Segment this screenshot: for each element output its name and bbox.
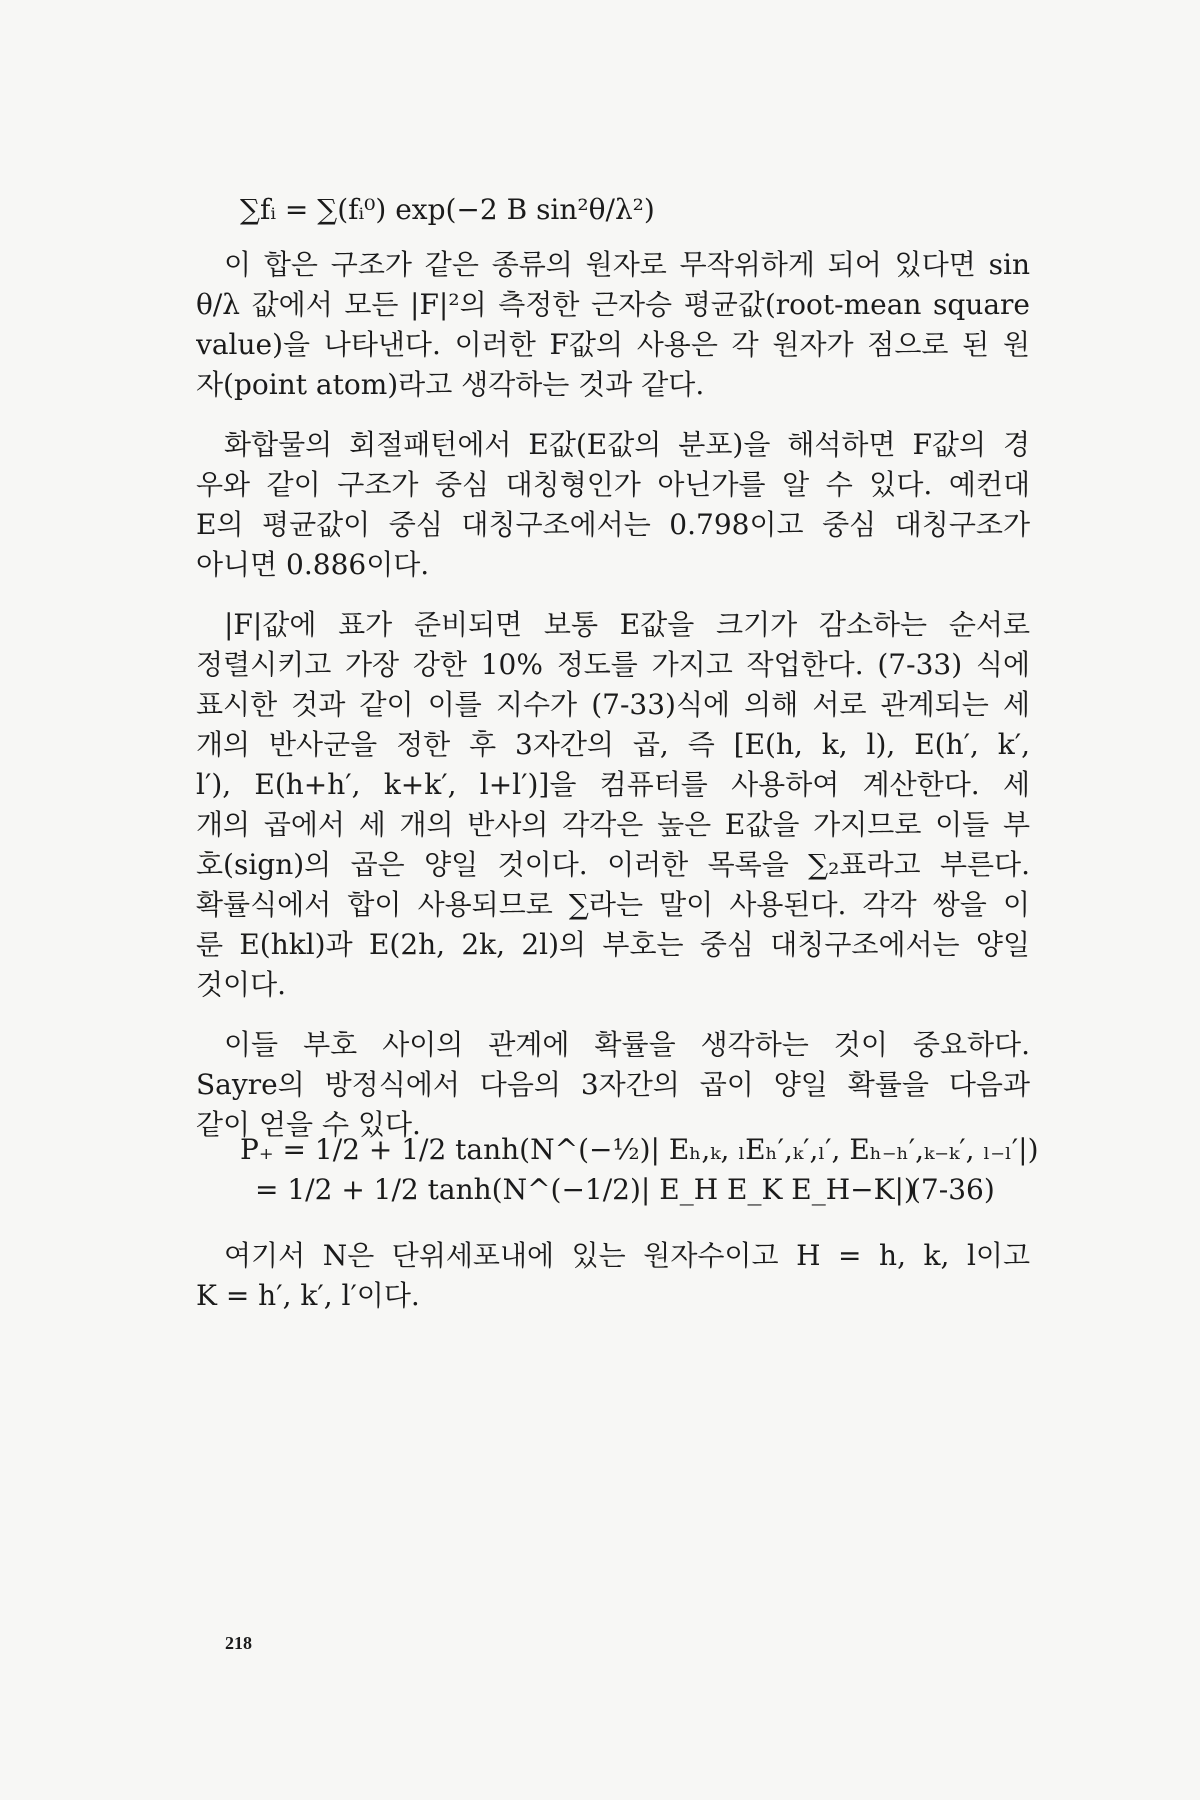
para-e-distribution-line: 화합물의 회절패턴에서 E값(E값의 분포)을 해석하면 F값의 경 — [224, 428, 1030, 461]
final-paragraph-line: 여기서 N은 단위세포내에 있는 원자수이고 H = h, k, l이고 — [224, 1239, 1030, 1272]
para-sigma2-list-line: 룬 E(hkl)과 E(2h, 2k, 2l)의 부호는 중심 대칭구조에서는 양일 — [196, 928, 1030, 961]
para-sigma2-list-line: 표시한 것과 같이 이를 지수가 (7-33)식에 의해 서로 관계되는 세 — [196, 688, 1030, 721]
para-sigma2-list-line: 호(sign)의 곱은 양일 것이다. 이러한 목록을 ∑₂표라고 부른다. — [196, 848, 1030, 881]
equation-p-plus-line2: = 1/2 + 1/2 tanh(N^(−1/2)| E_H E_K E_H−K|) — [255, 1173, 915, 1206]
equation-sum-f: ∑fᵢ = ∑(fᵢ⁰) exp(−2 B sin²θ/λ²) — [240, 193, 655, 226]
para-e-distribution-line: 우와 같이 구조가 중심 대칭형인가 아닌가를 알 수 있다. 예컨대 — [196, 468, 1030, 501]
para-sigma2-list-line: 확률식에서 합이 사용되므로 ∑라는 말이 사용된다. 각각 쌍을 이 — [196, 888, 1030, 921]
para-sigma2-list-line: 것이다. — [196, 968, 287, 1001]
para-root-mean-square-line: value)을 나타낸다. 이러한 F값의 사용은 각 원자가 점으로 된 원 — [196, 328, 1030, 361]
para-sigma2-list-line: |F|값에 표가 준비되면 보통 E값을 크기가 감소하는 순서로 — [224, 608, 1030, 641]
para-e-distribution-line: E의 평균값이 중심 대칭구조에서는 0.798이고 중심 대칭구조가 — [196, 508, 1030, 541]
para-sayre-line: Sayre의 방정식에서 다음의 3자간의 곱이 양일 확률을 다음과 — [196, 1068, 1030, 1101]
para-sigma2-list-line: 정렬시키고 가장 강한 10% 정도를 가지고 작업한다. (7-33) 식에 — [196, 648, 1030, 681]
para-sayre-line: 같이 얻을 수 있다. — [196, 1108, 421, 1141]
para-sayre-line: 이들 부호 사이의 관계에 확률을 생각하는 것이 중요하다. — [224, 1028, 1030, 1061]
page-number: 218 — [225, 1633, 252, 1653]
equation-p-plus-line1: P₊ = 1/2 + 1/2 tanh(N^(−½)| Eₕ,ₖ, ₗEₕ′,ₖ′,ₗ′, Eₕ₋ₕ′,ₖ₋ₖ′, ₗ₋ₗ′|) — [240, 1133, 1039, 1166]
para-e-distribution-line: 아니면 0.886이다. — [196, 548, 430, 581]
para-root-mean-square-line: 자(point atom)라고 생각하는 것과 같다. — [196, 368, 705, 401]
para-root-mean-square-line: θ/λ 값에서 모든 |F|²의 측정한 근자승 평균값(root-mean square — [196, 288, 1030, 321]
para-sigma2-list-line: 개의 반사군을 정한 후 3자간의 곱, 즉 [E(h, k, l), E(h′, k′, — [196, 728, 1030, 761]
para-sigma2-list-line: l′), E(h+h′, k+k′, l+l′)]을 컴퓨터를 사용하여 계산한다. 세 — [196, 768, 1030, 801]
equation-number: (7-36) — [910, 1173, 995, 1206]
para-sigma2-list-line: 개의 곱에서 세 개의 반사의 각각은 높은 E값을 가지므로 이들 부 — [196, 808, 1030, 841]
final-paragraph-line: K = h′, k′, l′이다. — [196, 1279, 420, 1312]
para-root-mean-square-line: 이 합은 구조가 같은 종류의 원자로 무작위하게 되어 있다면 sin — [224, 248, 1030, 281]
